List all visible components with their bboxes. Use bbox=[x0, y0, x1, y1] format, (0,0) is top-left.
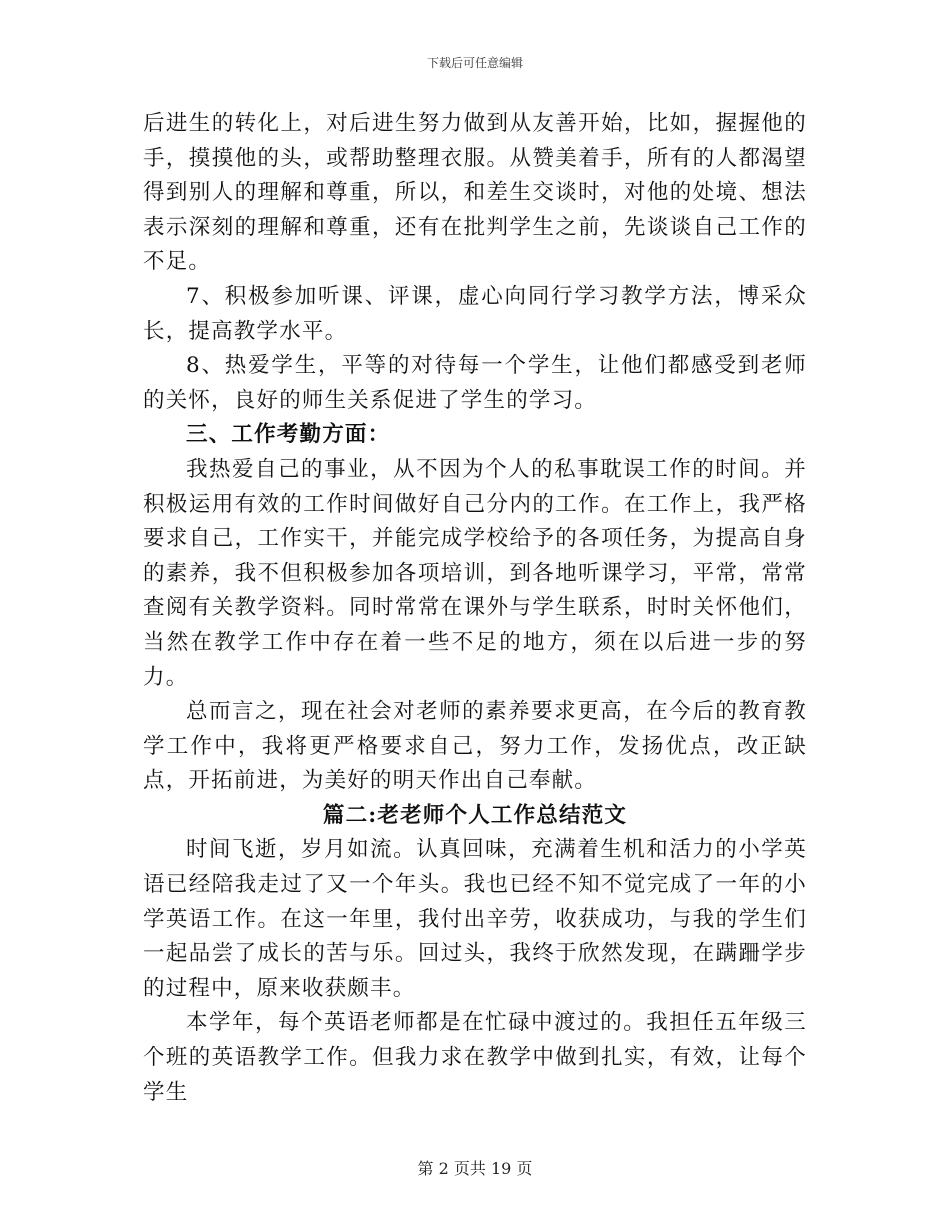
paragraph-item-7: 7、积极参加听课、评课，虚心向同行学习教学方法，博采众长，提高教学水平。 bbox=[143, 283, 807, 344]
page-footer: 第 2 页共 19 页 bbox=[417, 1159, 533, 1178]
paragraph-intro: 时间飞逝，岁月如流。认真回味，充满着生机和活力的小学英语已经陪我走过了又一个年头。我也已经不知不觉完成了一年的小学英语工作。在这一年里，我付出辛劳，收获成功，与我的学生们一起品尝了成长的苦与乐。回过头，我终于欣然发现，在蹒跚学步的过程中，原来收获颇丰。 bbox=[143, 837, 807, 1001]
document-body bbox=[143, 107, 807, 1110]
paragraph-continuation: 后进生的转化上，对后进生努力做到从友善开始，比如，握握他的手，摸摸他的头，或帮助整理衣服。从赞美着手，所有的人都渴望得到别人的理解和尊重，所以，和差生交谈时，对他的处境、想法表示深刻的理解和尊重，还有在批判学生之前，先谈谈自己工作的不足。 bbox=[143, 111, 807, 275]
paragraph-conclusion: 总而言之，现在社会对老师的素养要求更高，在今后的教育教学工作中，我将更严格要求自己，努力工作，发扬优点，改正缺点，开拓前进，为美好的明天作出自己奉献。 bbox=[143, 699, 807, 794]
paragraph-item-8: 8、热爱学生，平等的对待每一个学生，让他们都感受到老师的关怀，良好的师生关系促进了学生的学习。 bbox=[143, 353, 807, 413]
paragraph-school-year: 本学年，每个英语老师都是在忙碌中渡过的。我担任五年级三个班的英语教学工作。但我力求在教学中做到扎实，有效，让每个学生 bbox=[143, 1010, 807, 1105]
section-heading-attendance: 三、工作考勤方面： bbox=[186, 422, 391, 448]
page-header: 下载后可任意编辑 bbox=[426, 56, 523, 70]
paragraph-attendance: 我热爱自己的事业，从不因为个人的私事耽误工作的时间。并积极运用有效的工作时间做好自己分内的工作。在工作上，我严格要求自己，工作实干，并能完成学校给予的各项任务，为提高自身的素养，我不但积极参加各项培训，到各地听课学习，平常，常常查阅有关教学资料。同时常常在课外与学生联系，时时关怀他们，当然在教学工作中存在着一些不足的地方，须在以后进一步的努力。 bbox=[143, 456, 807, 690]
article-title: 篇二:老老师个人工作总结范文 bbox=[322, 802, 628, 828]
